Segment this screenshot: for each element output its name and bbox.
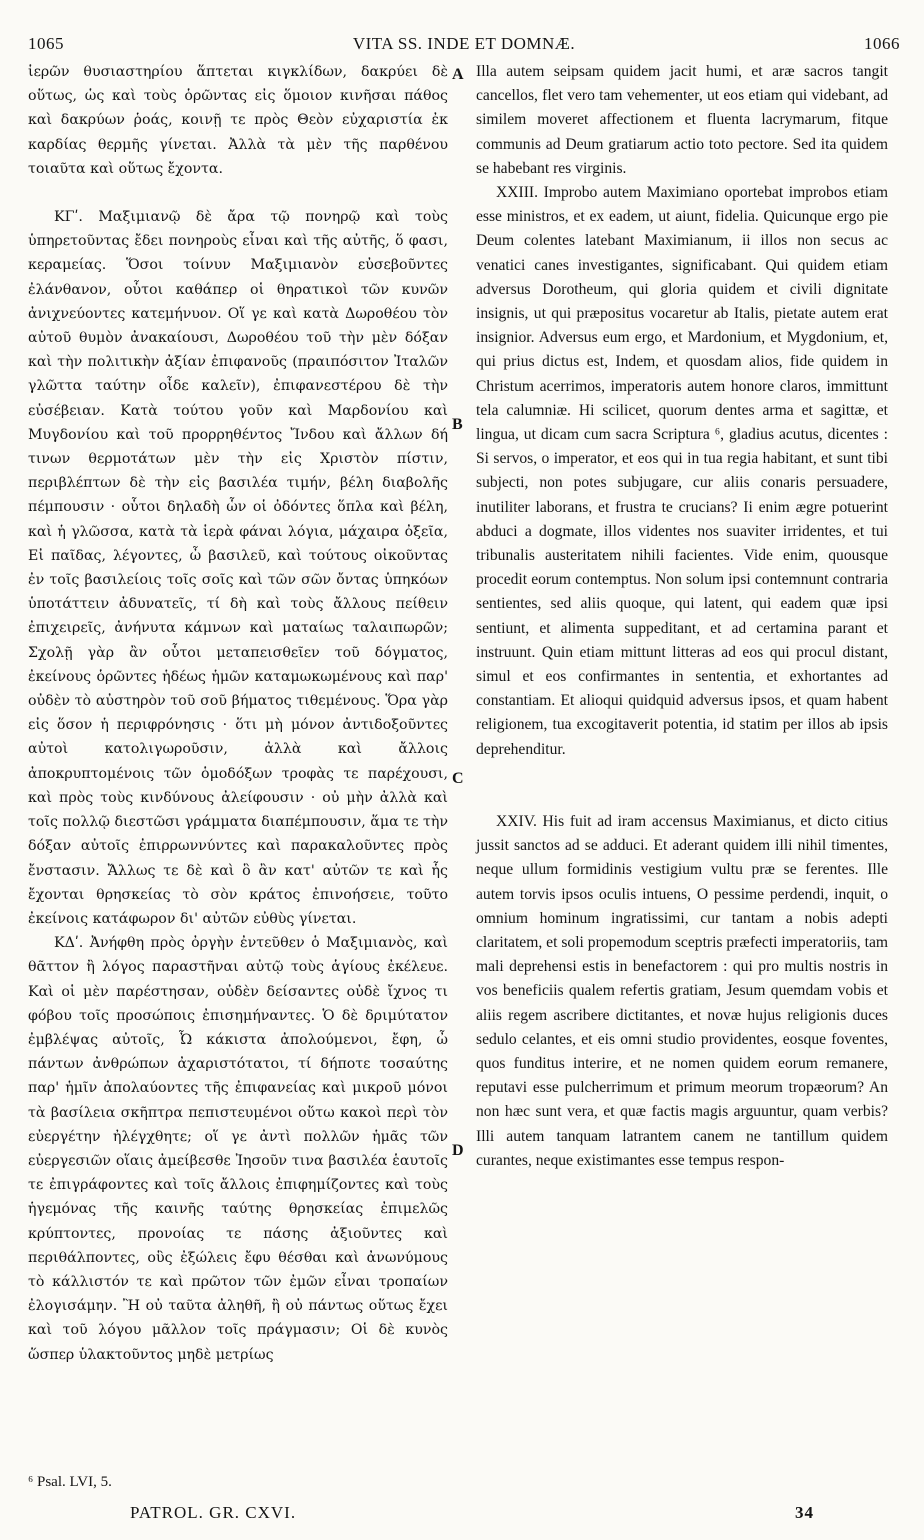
section-marker-a: A xyxy=(452,66,464,83)
footer-volume: PATROL. GR. CXVI. xyxy=(130,1503,297,1522)
section-marker-c: C xyxy=(452,770,464,787)
greek-column xyxy=(28,60,448,1367)
section-marker-d: D xyxy=(452,1142,464,1159)
section-marker-b: B xyxy=(452,416,463,433)
latin-paragraph-23: XXIII. Improbo autem Maximiano oportebat improbos etiam esse ministros, et ex eadem, ut aiunt, fidelia. Quicunque ergo pie Deum colentes latebant Maximianum, ii illos non secus ac venatici canes investigantes, significabant. Qui quidem etiam adversus Dorotheum, qui gloria quidem et civili dignitate insignis, ut qui præpositus vocaretur ab Italis, pietate autem erat insignior. Adversus eum ergo, et Mardonium, et Mygdonium, et, qui prius dictus est, Indem, et quosdam alios, fide quidem in Christum acerrimos, imperatoris autem honore claros, immittunt tela calumniæ. Hi scilicet, quorum dentes arma et sagittæ, et lingua, ut dicam cum sacra Scriptura ⁶, gladius acutus, dicentes : Si servos, o imperator, et eos qui in tua regia habitant, et sunt tibi subjecti, non potes subjugare, cur aliis conaris persuadere, inutiliter laborans, et frustra te crucians? Ii enim ægre potuerint abduci a dogmate, illos videntes nos suaviter irridentes, et tui tribunalis austeritatem nihili facientes. Vide enim, quousque procedit eorum contemptus. Non solum ipsi contemnunt contraria sentientes, sed aliis quoque, qui latent, qui eadem quæ ipsi sentiunt, et alimenta suppeditant, et ad certamina parant et instruunt. Quin etiam mittunt litteras ad eos qui procul distant, simul et eos confirmantes in sententia, et exhortantes ad constantiam. Et alioqui quidquid adversus ipsos, et quam habent religionem, tua excogitaverit potentia, id statim per illos ab ipsis deprehenditur. xyxy=(476,184,888,758)
footer-signature: 34 xyxy=(795,1503,814,1522)
latin-column xyxy=(476,60,888,1173)
left-page-number: 1065 xyxy=(28,34,64,53)
latin-paragraph-24: XXIV. His fuit ad iram accensus Maximianus, et dicto citius jussit sanctos ad se adduci. Et aderant quidem illi nihil timentes, neque ullum formidinis vestigium vultu præ se ferentes. Ille autem torvis ipsos oculis intuens, O pessime perdendi, inquit, o omnium hominum ingratissimi, cur tantam a nobis adepti claritatem, et soli propemodum sceptris præfecti imperatoriis, tam mali deprehensi estis in benefactorem : qui pro multis nostris in vos beneficiis qualem refertis gratiam, Jesum quemdam vobis et aliis regem ascribere dictitantes, et novæ hujus religionis duces sedulo celantes, et eis omni studio providentes, eosque foventes, quos funditus interire, et ne nomen quidem eorum remanere, reputavi esse pulcherrimum et primum meorum tropæorum? An non hæc sunt vera, et quæ factis magis arguuntur, quam verbis? Illi autem tanquam latrantem canem ne tantillum quidem curantes, neque existimantes esse tempus respon- xyxy=(476,812,888,1169)
footnote: ⁶ Psal. LVI, 5. xyxy=(28,1474,112,1490)
greek-paragraph-23: ΚΓʹ. Μαξιμιανῷ δὲ ἄρα τῷ πονηρῷ καὶ τοὺς ὑπηρετοῦντας ἔδει πονηροὺς εἶναι καὶ τῆς αὐτῆς, ὅ φασι, κεραμείας. Ὅσοι τοίνυν Μαξιμιανὸν εὐσεβοῦντες ἐλάνθανον, οὗτοι καθάπερ οἱ θηρατικοὶ τῶν κυνῶν ἀνιχνεύοντες κατεμήνυον. Οἵ γε καὶ κατὰ Δωροθέου τὸν αὐτοῦ θυμὸν ἀνακαίουσι, Δωροθέου τοῦ τὴν μὲν δόξαν καὶ τὴν πολιτικὴν ἀξίαν ἐπιφανοῦς (πραιπόσιτον Ἰταλῶν γλῶττα ταύτην οἶδε καλεῖν), ἐπιφανεστέρου δὲ τὴν εὐσέβειαν. Κατὰ τούτου γοῦν καὶ Μαρδονίου καὶ Μυγδονίου καὶ τοῦ προρρηθέντος Ἴνδου καὶ ἄλλων δή τινων θερμοτάτων μὲν τὴν εἰς Χριστὸν πίστιν, περιβλέπτων δὲ τὴν εἰς βασιλέα τιμήν, βέλη διαβολῆς πέμπουσιν · οὗτοι δηλαδὴ ὧν οἱ ὀδόντες ὅπλα καὶ βέλη, καὶ ἡ γλῶσσα, κατὰ τὰ ἱερὰ φάναι λόγια, μάχαιρα ὀξεῖα, Εἰ παῖδας, λέγοντες, ὦ βασιλεῦ, καὶ τούτους οἰκοῦντας ἐν τοῖς βασιλείοις τοῖς σοῖς καὶ τῶν σῶν ὄντας ὑπηκόων ὑποτάττειν ἀδυνατεῖς, τί δὴ καὶ τοὺς ἄλλους πείθειν ἐπιχειρεῖς, ἀνήνυτα κάμνων καὶ ματαίως ταλαιπωρῶν; Σχολῇ γὰρ ἂν οὗτοι μεταπεισθεῖεν τοῦ δόγματος, ἐκείνους ὁρῶντες ἡδέως ἡμῶν καταμωκωμένους καὶ παρ' οὐδὲν τὸ αὐστηρὸν τοῦ σοῦ βήματος τιθεμένους. Ὅρα γὰρ εἰς ὅσον ἡ περιφρόνησις · ὅτι μὴ μόνον ἀντιδοξοῦντες αὐτοὶ κατολιγωροῦσιν, ἀλλὰ καὶ ἄλλοις ἀποκρυπτομένοις τῶν ὁμοδόξων τροφὰς τε παρέχουσι, καὶ πρὸς τοὺς κινδύνους ἀλείφουσιν · οὐ μὴν ἀλλὰ καὶ τοῖς πολλῷ διεστῶσι γράμματα διαπέμπουσιν, ἅμα τε τὴν δόξαν αὐτοῖς ἐπιρρωννύντες καὶ παρακαλοῦντες πρὸς ἔνστασιν. Ἄλλως τε δὲ καὶ ὃ ἂν κατ' αὐτῶν τε καὶ ἧς ἔχονται θρησκείας τὸ σὸν κράτος ἐπινοήσειε, τοῦτο ἐκείνοις κατάφωρον δι' αὐτῶν εὐθὺς γίνεται. xyxy=(28,209,448,927)
running-title: VITA SS. INDE ET DOMNÆ. xyxy=(352,34,576,53)
page-header xyxy=(28,34,900,60)
greek-paragraph-1: ἱερῶν θυσιαστηρίου ἅπτεται κιγκλίδων, δακρύει δὲ οὕτως, ὡς καὶ τοὺς ὁρῶντας εἰς ὅμοιον κινῆσαι πάθος καὶ δακρύων ῥοάς, κοινῇ τε πρὸς Θεὸν εὐχαριστία ἐκ καρδίας θερμῆς γίνεται. Ἀλλὰ τὰ μὲν τῆς παρθένου τοιαῦτα καὶ οὕτως ἔχοντα. xyxy=(28,64,448,177)
greek-paragraph-24: ΚΔʹ. Ἀνήφθη πρὸς ὀργὴν ἐντεῦθεν ὁ Μαξιμιανὸς, καὶ θᾶττον ἢ λόγος παραστῆναι αὐτῷ τοὺς ἁγίους ἐκέλευε. Καὶ οἱ μὲν παρέστησαν, οὐδὲν δείσαντες οὐδὲ ἴχνος τι φόβου τοῖς προσώποις ἐπισημήναντες. Ὁ δὲ δριμύτατον ἐμβλέψας αὐτοῖς, Ὦ κάκιστα ἀπολούμενοι, ἔφη, ὦ πάντων ἀνθρώπων ἀχαριστότατοι, τί δήποτε τοσαύτης παρ' ἡμῖν ἀπολαύοντες τῆς ἐπιφανείας καὶ μικροῦ μόνοι τὰ βασίλεια σκῆπτρα πεπιστευμένοι οὕτω κακοὶ περὶ τὸν εὐεργέτην ἠλέγχθητε; οἵ γε ἀντὶ πολλῶν ἡμᾶς τῶν εὐεργεσιῶν οἵαις ἀμείβεσθε Ἰησοῦν τινα βασιλέα ἑαυτοῖς τε ἐπιγράφοντες καὶ τοῖς ἄλλοις ἐπιφημίζοντες καὶ τοὺς ἡγεμόνας τῆς καινῆς ταύτης θρησκείας ἐπιμελῶς κρύπτοντες, προνοίας τε πάσης ἀξιοῦντες καὶ περιθάλποντες, οὓς ἐξώλεις ἔφυ θέσθαι καὶ ἀνωνύμους τὸ κάλλιστόν τε καὶ πρῶτον τῶν ἐμῶν εἶναι τροπαίων ἐλογισάμην. Ἢ οὐ ταῦτα ἀληθῆ, ἢ οὐ πάντως οὕτως ἔχει καὶ τοῦ λόγου μᾶλλον τοῖς πράγμασιν; Οἱ δὲ κυνὸς ὥσπερ ὑλακτοῦντος μηδὲ μετρίως xyxy=(28,935,448,1363)
latin-paragraph-1: Illa autem seipsam quidem jacit humi, et aræ sacros tangit cancellos, flet vero tam vehementer, ut eos etiam qui videbant, ad similem moveret affectionem et fluenta lacrymarum, fitque communis ad Deum gratiarum actio toto pectore. Sed ita quidem se habebant res virginis. xyxy=(476,63,888,177)
right-page-number: 1066 xyxy=(864,34,900,53)
